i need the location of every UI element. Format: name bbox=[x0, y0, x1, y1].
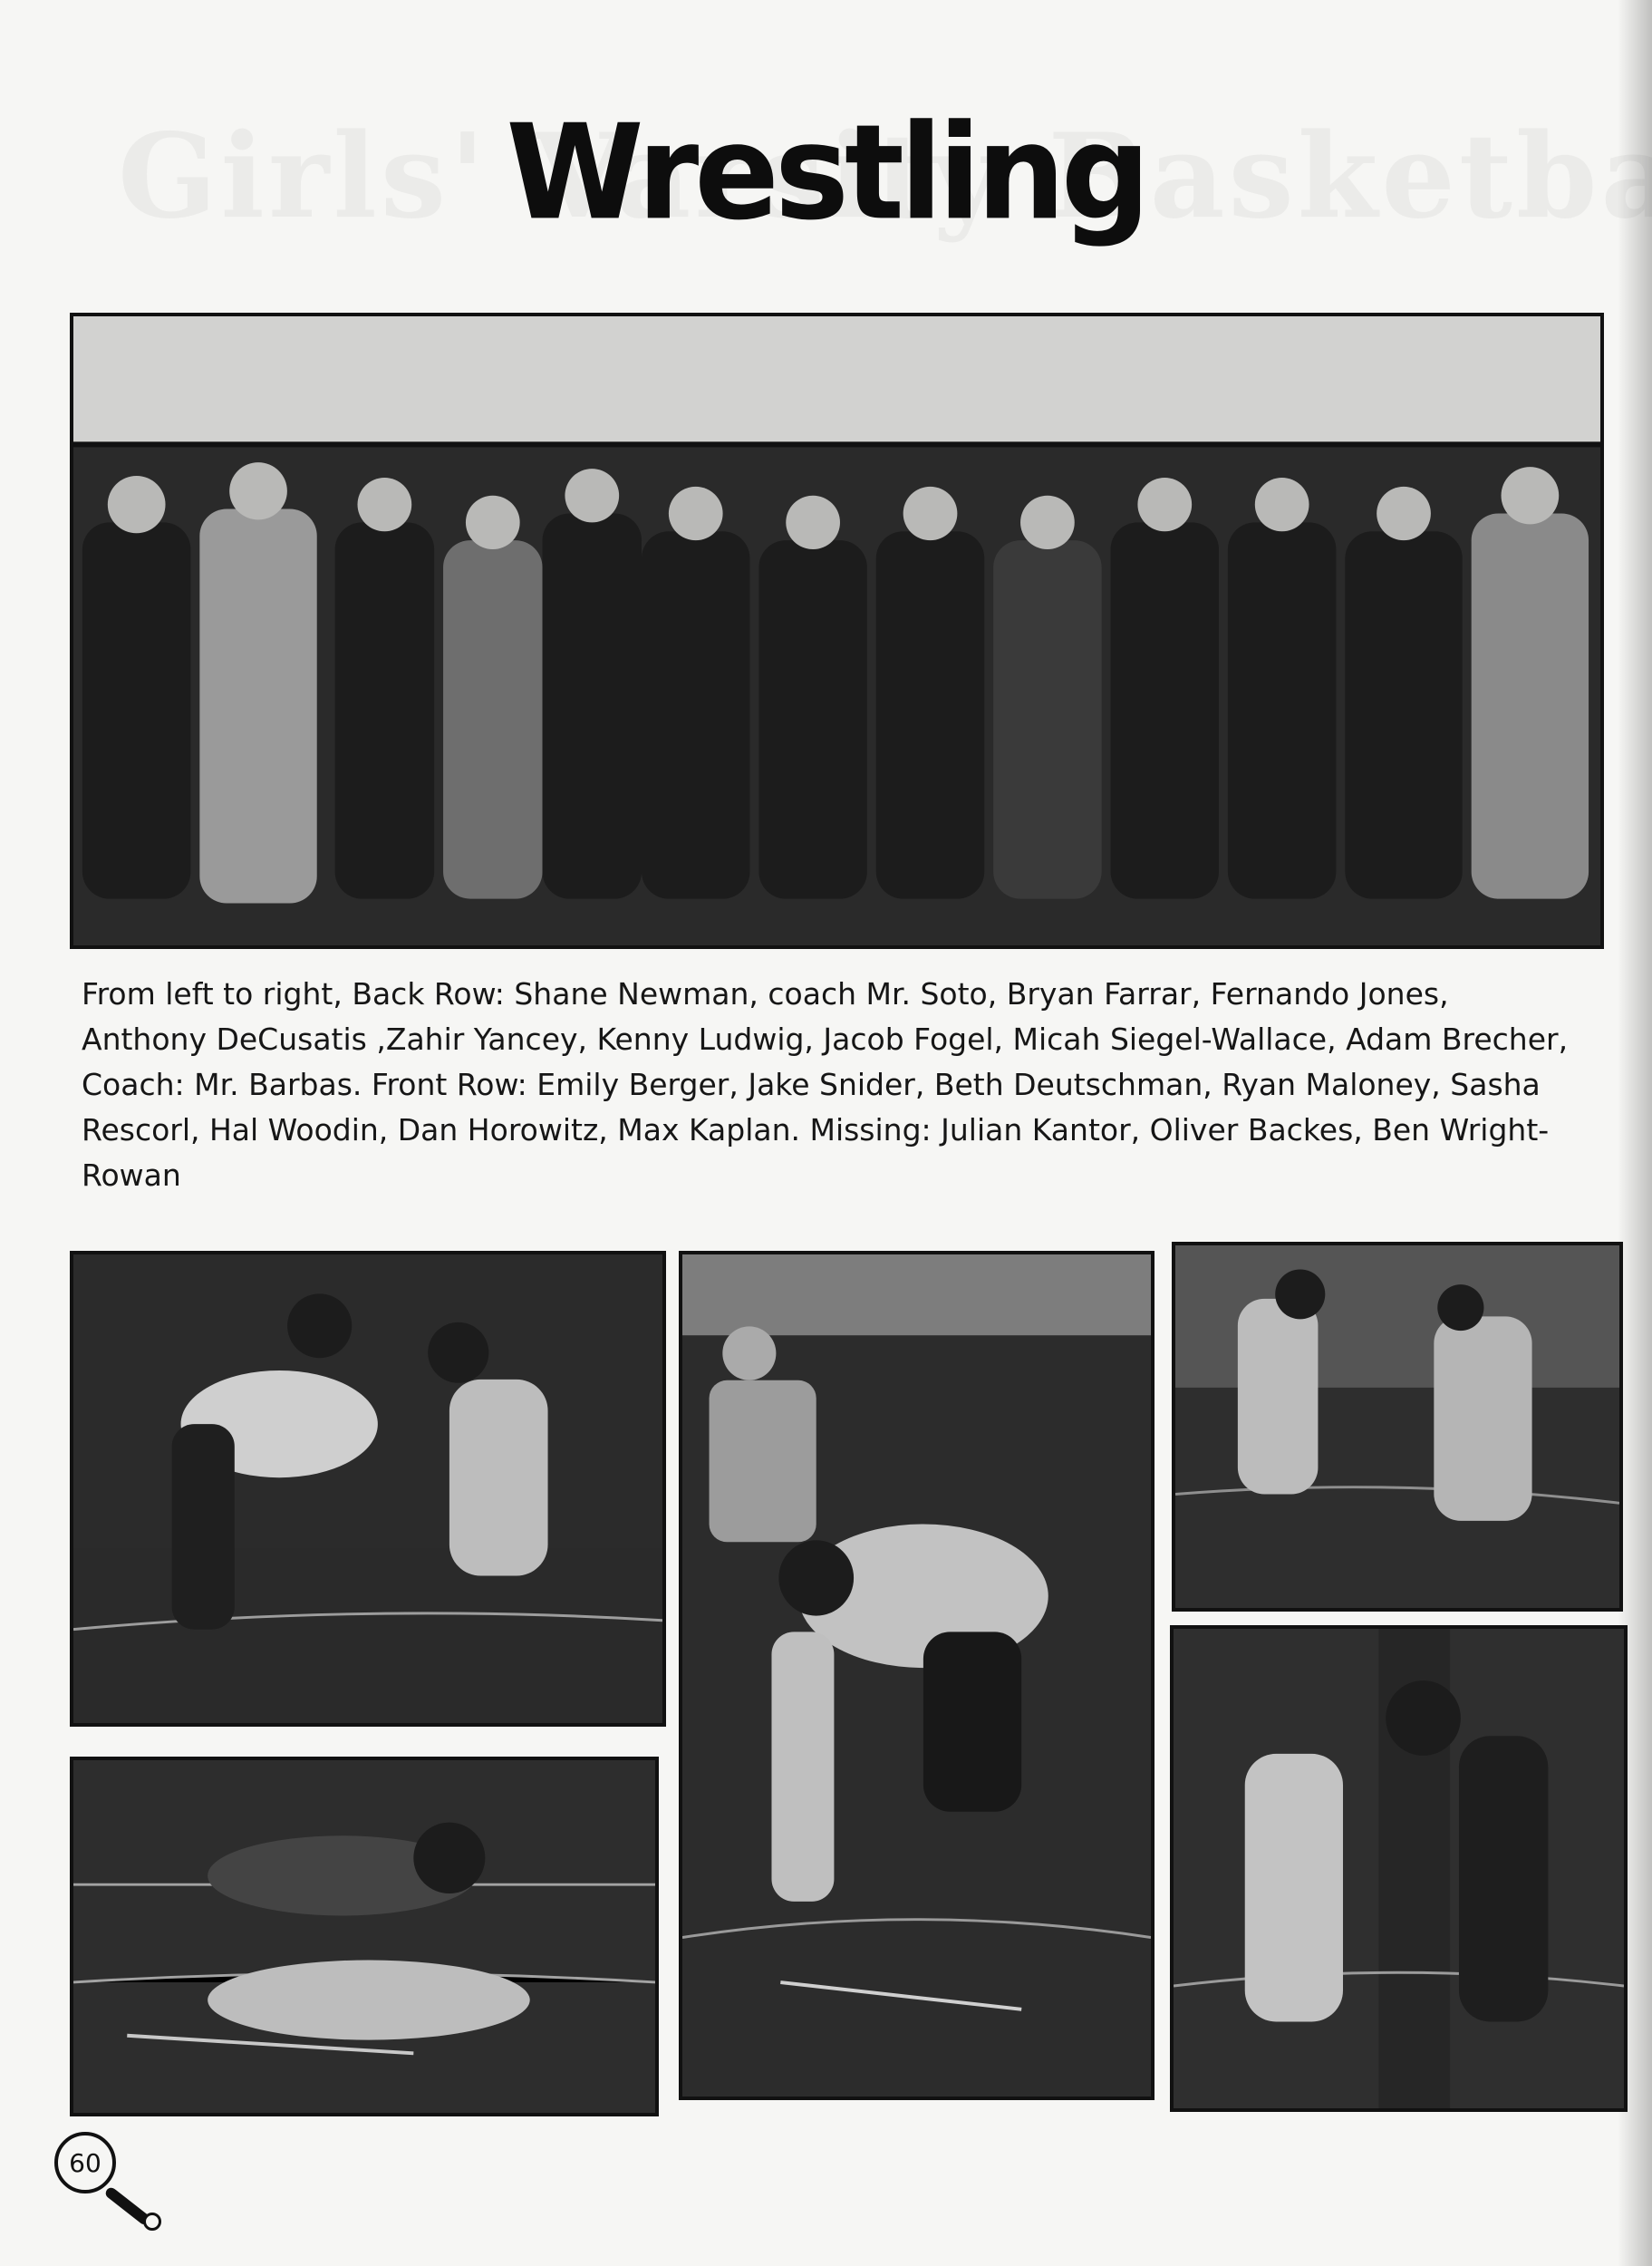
magnifier-tip-icon bbox=[143, 2213, 161, 2231]
action-photo-4 bbox=[1170, 1625, 1628, 2112]
page-number-badge bbox=[54, 2132, 120, 2197]
magnifier-icon bbox=[54, 2132, 116, 2193]
action-photo-2 bbox=[679, 1251, 1154, 2100]
action-photo-3 bbox=[1172, 1242, 1623, 1612]
team-photo bbox=[70, 313, 1604, 949]
action-photo-5 bbox=[70, 1757, 659, 2116]
team-photo-caption: From left to right, Back Row: Shane Newman, coach Mr. Soto, Bryan Farrar, Fernando Jones, Anthony DeCusatis ,Zahir Yancey, Kenny Ludwig, Jacob Fogel, Micah Siegel-Wallace, Adam Brecher, Coach: Mr. Barbas. Front Row: Emily Berger, Jake Snider, Beth Deutschman, Ryan Maloney, Sasha Rescorl, Hal Woodin, Dan Horowitz, Max Kaplan. Missing: Julian Kantor, Oliver Backes, Ben Wright-Rowan bbox=[82, 976, 1569, 1193]
page-title: Wrestling bbox=[506, 95, 1146, 250]
action-photo-1 bbox=[70, 1251, 666, 1727]
page-number: 60 bbox=[69, 2147, 101, 2178]
